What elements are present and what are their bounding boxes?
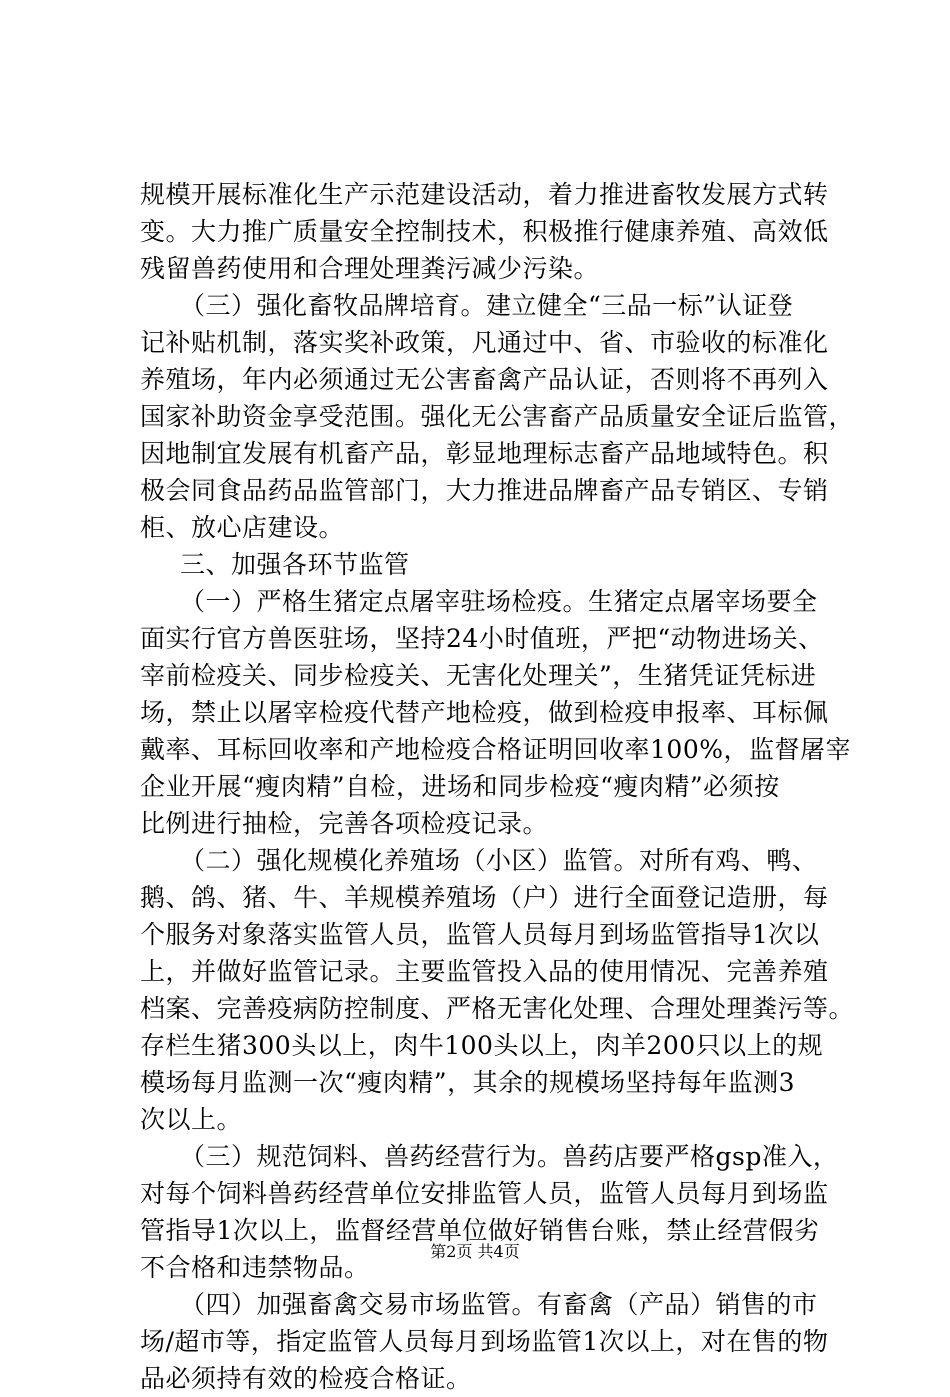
text-line: 场/超市等，指定监管人员每月到场监管1次以上，对在售的物 xyxy=(140,1327,829,1356)
text-line: 因地制宜发展有机畜产品，彰显地理标志畜产品地域特色。积 xyxy=(140,439,829,468)
paragraph-start-line: （三）强化畜牧品牌培育。建立健全“三品一标”认证登 xyxy=(180,291,794,320)
text-line: 品必须持有效的检疫合格证。 xyxy=(140,1364,472,1393)
text-line: 变。大力推广质量安全控制技术，积极推行健康养殖、高效低 xyxy=(140,217,829,246)
text-line: 规模开展标准化生产示范建设活动，着力推进畜牧发展方式转 xyxy=(140,180,829,209)
paragraph-start-line: （三）规范饲料、兽药经营行为。兽药店要严格gsp准入， xyxy=(180,1142,839,1171)
text-line: 不合格和违禁物品。 xyxy=(140,1253,370,1282)
text-line: 柜、放心店建设。 xyxy=(140,513,345,542)
paragraph-start-line: （一）严格生猪定点屠宰驻场检疫。生猪定点屠宰场要全 xyxy=(180,587,818,616)
text-line: 国家补助资金享受范围。强化无公害畜产品质量安全证后监管， xyxy=(140,402,855,431)
text-line: 场，禁止以屠宰检疫代替产地检疫，做到检疫申报率、耳标佩 xyxy=(140,698,829,727)
text-line: 比例进行抽检，完善各项检疫记录。 xyxy=(140,809,549,838)
text-line: 模场每月监测一次“瘦肉精”，其余的规模场坚持每年监测3 xyxy=(140,1068,795,1097)
text-line: 管指导1次以上，监督经营单位做好销售台账，禁止经营假劣 xyxy=(140,1216,820,1245)
paragraph-start-line: （二）强化规模化养殖场（小区）监管。对所有鸡、鸭、 xyxy=(180,846,818,875)
text-line: 记补贴机制，落实奖补政策，凡通过中、省、市验收的标准化 xyxy=(140,328,829,357)
text-line: 对每个饲料兽药经营单位安排监管人员，监管人员每月到场监 xyxy=(140,1179,829,1208)
text-line: 面实行官方兽医驻场，坚持24小时值班，严把“动物进场关、 xyxy=(140,624,824,653)
page-number: 第2页 共4页 xyxy=(430,1242,520,1261)
text-line: 档案、完善疫病防控制度、严格无害化处理、合理处理粪污等。 xyxy=(140,994,855,1023)
text-line: 戴率、耳标回收率和产地检疫合格证明回收率100%，监督屠宰 xyxy=(140,735,851,764)
text-line: 宰前检疫关、同步检疫关、无害化处理关”，生猪凭证凭标进 xyxy=(140,661,817,690)
text-line: 个服务对象落实监管人员，监管人员每月到场监管指导1次以 xyxy=(140,920,820,949)
text-line: 残留兽药使用和合理处理粪污减少污染。 xyxy=(140,254,600,283)
page-footer xyxy=(0,1242,950,1262)
document-body xyxy=(140,176,855,1397)
text-line: 企业开展“瘦肉精”自检，进场和同步检疫“瘦肉精”必须按 xyxy=(140,772,780,801)
text-line: 极会同食品药品监管部门，大力推进品牌畜产品专销区、专销 xyxy=(140,476,829,505)
section-heading: 三、加强各环节监管 xyxy=(180,550,410,579)
text-line: 鹅、鸽、猪、牛、羊规模养殖场（户）进行全面登记造册，每 xyxy=(140,883,829,912)
paragraph-start-line: （四）加强畜禽交易市场监管。有畜禽（产品）销售的市 xyxy=(180,1290,818,1319)
text-line: 养殖场，年内必须通过无公害畜禽产品认证，否则将不再列入 xyxy=(140,365,829,394)
text-line: 存栏生猪300头以上，肉牛100头以上，肉羊200只以上的规 xyxy=(140,1031,824,1060)
text-line: 次以上。 xyxy=(140,1105,243,1134)
text-line: 上，并做好监管记录。主要监管投入品的使用情况、完善养殖 xyxy=(140,957,829,986)
